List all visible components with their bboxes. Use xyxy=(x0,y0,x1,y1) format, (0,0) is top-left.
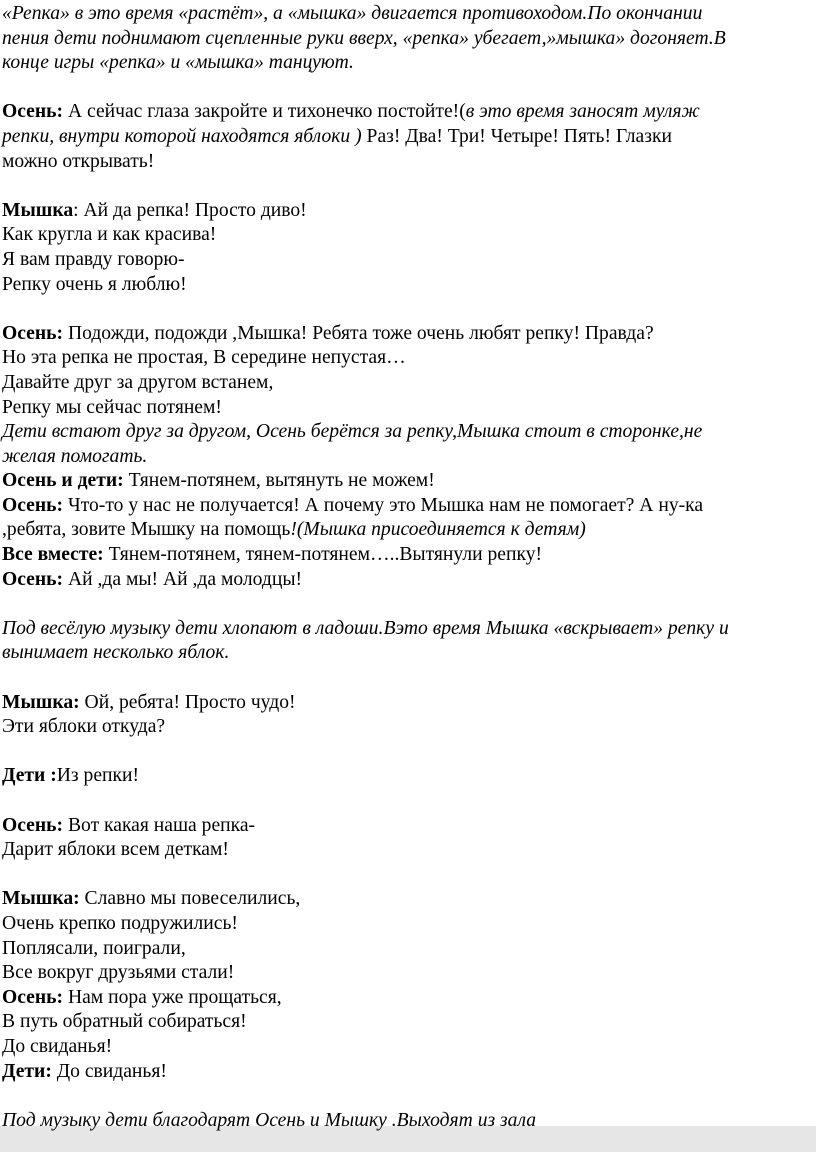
text-line: В путь обратный собираться! xyxy=(2,1011,247,1033)
text-line: Под весёлую музыку дети хлопают в ладоши.Вэто время Мышка «вскрывает» репку и xyxy=(2,617,729,639)
paragraph-gap xyxy=(2,174,816,199)
speaker-label: Мышка: xyxy=(2,691,80,713)
speaker-label: Осень: xyxy=(2,322,64,344)
paragraph-gap xyxy=(2,592,816,617)
dialogue-text: Подожди, подожди ,Мышка! Ребята тоже очень любят репку! Правда? xyxy=(63,322,654,344)
dialogue-text: Ай ,да мы! Ай ,да молодцы! xyxy=(63,568,303,590)
dialogue-text: Из репки! xyxy=(56,765,140,787)
paragraph-gap xyxy=(2,863,816,888)
dialogue-children-1 xyxy=(2,764,816,789)
text-line: Дарит яблоки всем деткам! xyxy=(2,839,229,861)
stage-direction-2 xyxy=(2,617,816,666)
dialogue-text: А сейчас глаза закройте и тихонечко постойте!( xyxy=(63,101,466,123)
text-line: Очень крепко подружились! xyxy=(2,912,238,934)
speaker-label: Мышка xyxy=(2,199,74,221)
text-line: можно открывать! xyxy=(2,150,155,172)
dialogue-text: ,ребята, зовите Мышку на помощь xyxy=(2,519,291,541)
speaker-label: Осень: xyxy=(2,814,64,836)
speaker-label: Все вместе: xyxy=(2,544,104,566)
speaker-label: Дети : xyxy=(2,765,57,787)
text-line: Давайте друг за другом встанем, xyxy=(2,371,274,393)
dialogue-mouse-1 xyxy=(2,199,816,297)
text-line: Репку мы сейчас потянем! xyxy=(2,396,222,418)
stage-note: репки, внутри которой находятся яблоки ) xyxy=(2,125,362,147)
stage-direction-3 xyxy=(2,1109,816,1134)
text-line: конце игры «репка» и «мышка» танцуют. xyxy=(2,52,354,74)
speaker-label: Осень и дети: xyxy=(2,470,124,492)
dialogue-autumn-1 xyxy=(2,100,816,174)
stage-note: в это время заносят муляж xyxy=(465,101,700,123)
stage-note: !(Мышка присоединяется к детям) xyxy=(290,519,586,541)
text-line: вынимает несколько яблок. xyxy=(2,642,230,664)
stage-direction-1 xyxy=(2,2,816,76)
dialogue-text: Тянем-потянем, вытянуть не можем! xyxy=(123,470,435,492)
speaker-label: Осень: xyxy=(2,101,64,123)
text-line: Поплясали, поиграли, xyxy=(2,937,186,959)
text-line: «Репка» в это время «растёт», а «мышка» двигается противоходом.По окончании xyxy=(2,3,703,24)
dialogue-text: Нам пора уже прощаться, xyxy=(63,986,282,1008)
dialogue-mouse-2 xyxy=(2,691,816,740)
text-line: Но эта репка не простая, В середине непустая… xyxy=(2,347,406,369)
paragraph-gap xyxy=(2,76,816,101)
text-line: Как кругла и как красива! xyxy=(2,224,217,246)
paragraph-gap xyxy=(2,789,816,814)
paragraph-gap xyxy=(2,1084,816,1109)
dialogue-text: Раз! Два! Три! Четыре! Пять! Глазки xyxy=(361,125,672,147)
dialogue-text: Славно мы повеселились, xyxy=(79,888,301,910)
paragraph-gap xyxy=(2,740,816,765)
speaker-label: Осень: xyxy=(2,986,64,1008)
stage-note: желая помогать. xyxy=(2,445,148,467)
dialogue-mouse-3 xyxy=(2,887,816,1084)
stage-note: Дети встают друг за другом, Осень берётся за репку,Мышка стоит в сторонке,не xyxy=(2,421,703,443)
text-line: Все вокруг друзьями стали! xyxy=(2,962,235,984)
dialogue-text: До свиданья! xyxy=(51,1060,167,1082)
dialogue-text: Ой, ребята! Просто чудо! xyxy=(79,691,296,713)
text-line: Под музыку дети благодарят Осень и Мышку .Выходят из зала xyxy=(2,1109,537,1131)
dialogue-text: Что-то у нас не получается! А почему это Мышка нам не помогает? А ну-ка xyxy=(63,494,704,516)
paragraph-gap xyxy=(2,666,816,691)
text-line: Я вам правду говорю- xyxy=(2,248,185,270)
speaker-label: Дети: xyxy=(2,1060,52,1082)
text-line: пения дети поднимают сцепленные руки вверх, «репка» убегает,»мышка» догоняет.В xyxy=(2,27,726,49)
speaker-label: Осень: xyxy=(2,494,64,516)
dialogue-autumn-3 xyxy=(2,814,816,863)
text-line: Репку очень я люблю! xyxy=(2,273,187,295)
speaker-label: Осень: xyxy=(2,568,64,590)
text-line: Эти яблоки откуда? xyxy=(2,716,166,738)
dialogue-text: Вот какая наша репка- xyxy=(63,814,256,836)
dialogue-text: Тянем-потянем, тянем-потянем…..Вытянули репку! xyxy=(103,544,543,566)
speaker-label: Мышка: xyxy=(2,888,80,910)
dialogue-autumn-2 xyxy=(2,322,816,593)
paragraph-gap xyxy=(2,297,816,322)
dialogue-text: : Ай да репка! Просто диво! xyxy=(73,199,307,221)
text-line: До свиданья! xyxy=(2,1035,113,1057)
